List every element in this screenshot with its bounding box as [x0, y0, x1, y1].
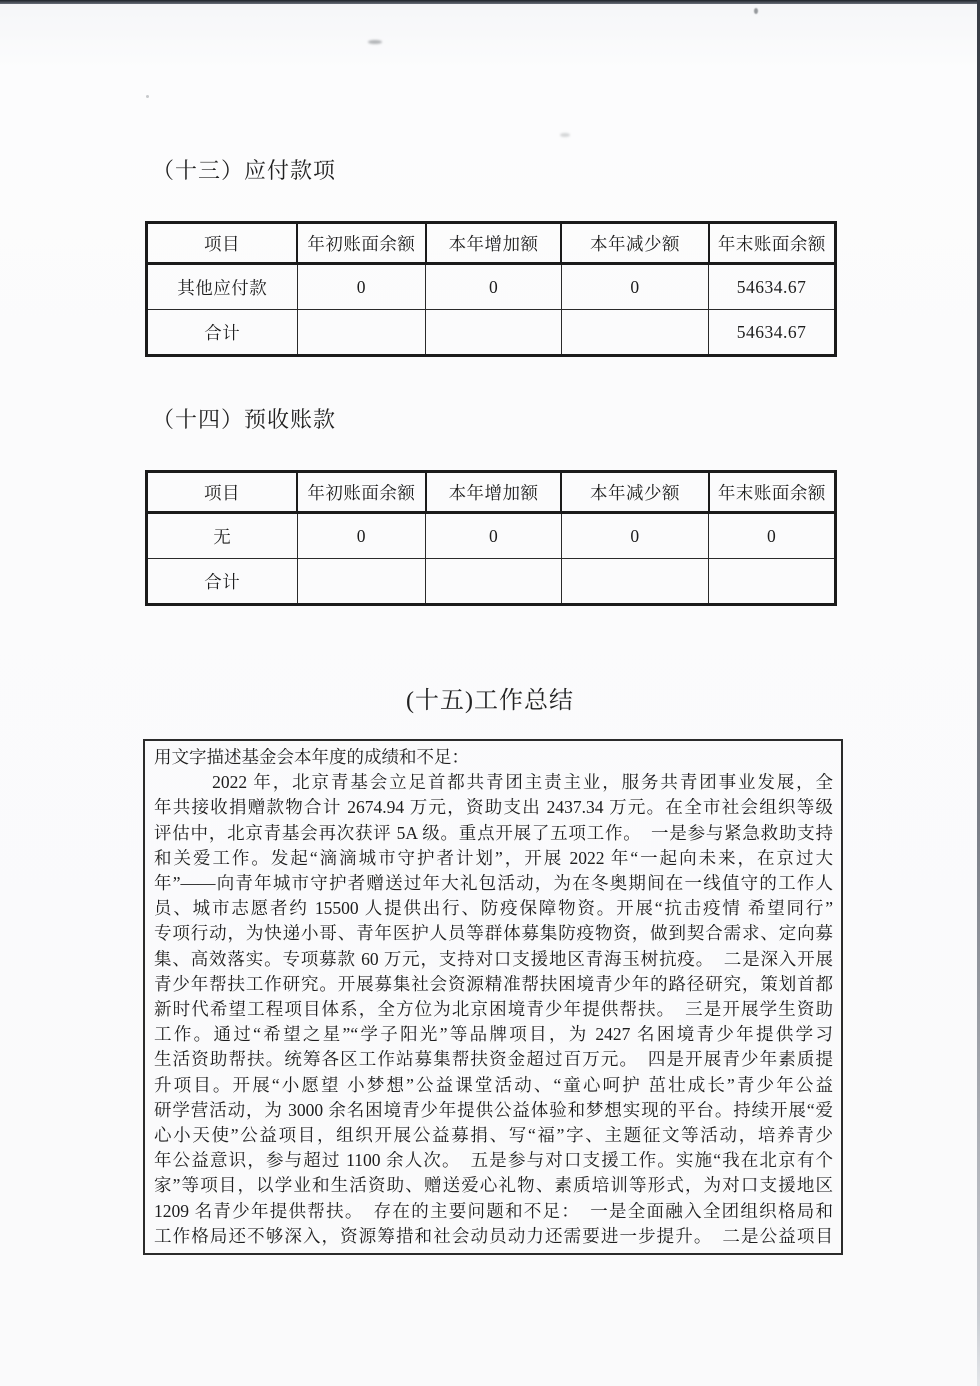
- summary-text-line: 专项行动，为快递小哥、青年医护人员等群体募集防疫物资，做到契合需求、定向募: [154, 923, 833, 944]
- scan-speck: [146, 95, 149, 98]
- header-cell: 本年减少额: [561, 223, 708, 264]
- summary-text-line: 心小天使”公益项目，组织开展公益募捐、写“福”字、主题征文等活动，培养青少: [154, 1125, 833, 1146]
- summary-text-line: 新时代希望工程项目体系，全方位为北京困境青少年提供帮扶。 三是开展学生资助: [154, 999, 833, 1020]
- payables-table-body: [147, 264, 836, 356]
- table-cell: [297, 310, 426, 356]
- header-cell: 年末账面余额: [709, 472, 836, 513]
- advance-receipts-table-body: [147, 513, 836, 605]
- header-cell: 项目: [147, 472, 298, 513]
- summary-paragraph: [154, 770, 833, 1249]
- summary-text-line: 员、城市志愿者约 15500 人提供出行、防疫保障物资。开展“抗击疫情 希望同行”: [154, 898, 833, 919]
- header-cell: 本年增加额: [426, 223, 562, 264]
- table-row: [147, 310, 836, 356]
- table-cell: [561, 559, 708, 605]
- scan-speck: [754, 8, 758, 14]
- table-cell: 无: [147, 513, 298, 559]
- work-summary-box: [143, 739, 843, 1255]
- table-cell: 0: [561, 513, 708, 559]
- summary-text-line: 年”——向青年城市守护者赠送过年大礼包活动，为在冬奥期间在一线值守的工作人: [154, 873, 833, 894]
- table-cell: 0: [297, 513, 426, 559]
- summary-text-line: 2022 年，北京青基会立足首都共青团主责主业，服务共青团事业发展，全: [154, 772, 833, 793]
- summary-text-line: 年共接收捐赠款物合计 2674.94 万元，资助支出 2437.34 万元。在全市社会组织等级: [154, 797, 833, 818]
- table-row: [147, 559, 836, 605]
- table-cell: 54634.67: [709, 264, 836, 310]
- table-cell: [426, 310, 562, 356]
- table-cell: 0: [297, 264, 426, 310]
- table-cell: [561, 310, 708, 356]
- header-cell: 本年增加额: [426, 472, 562, 513]
- table-cell: [709, 559, 836, 605]
- table-cell: [426, 559, 562, 605]
- summary-text-line: 集、高效落实。专项募款 60 万元，支持对口支援地区青海玉树抗疫。 二是深入开展: [154, 948, 833, 969]
- summary-text-line: 家”等项目，以学业和生活资助、赠送爱心礼物、素质培训等形式，为对口支援地区: [154, 1175, 833, 1196]
- summary-text-line: 工作。通过“希望之星”“学子阳光”等品牌项目，为 2427 名困境青少年提供学习: [154, 1024, 833, 1045]
- table-cell: 54634.67: [709, 310, 836, 356]
- table-cell: 合计: [147, 559, 298, 605]
- table-cell: 0: [426, 264, 562, 310]
- summary-text-line: 研学营活动，为 3000 余名困境青少年提供公益体验和梦想实现的平台。持续开展“爱: [154, 1099, 833, 1120]
- scan-edge-top: [0, 0, 980, 4]
- section-title-advance-receipts: （十四）预收账款: [152, 407, 337, 432]
- summary-text-line: 和关爱工作。发起“滴滴城市守护者计划”，开展 2022 年“一起向未来，在京过大: [154, 847, 833, 868]
- header-cell: 本年减少额: [561, 472, 708, 513]
- scan-speck: [560, 133, 570, 137]
- summary-text-line: 评估中，北京青基会再次获评 5A 级。重点开展了五项工作。 一是参与紧急救助支持: [154, 822, 833, 843]
- table-row: [147, 264, 836, 310]
- summary-text-line: 升项目。开展“小愿望 小梦想”公益课堂活动、“童心呵护 茁壮成长”青少年公益: [154, 1074, 833, 1095]
- section-title-work-summary: (十五)工作总结: [406, 688, 574, 714]
- header-cell: 年初账面余额: [297, 472, 426, 513]
- header-row: [147, 223, 836, 264]
- table-cell: 0: [426, 513, 562, 559]
- header-cell: 年初账面余额: [297, 223, 426, 264]
- header-row: [147, 472, 836, 513]
- table-cell: [297, 559, 426, 605]
- table-cell: 0: [561, 264, 708, 310]
- table-row: [147, 513, 836, 559]
- payables-table: [145, 221, 837, 357]
- summary-text-line: 工作格局还不够深入，资源筹措和社会动员动力还需要进一步提升。 二是公益项目: [154, 1225, 833, 1246]
- section-title-payables: （十三）应付款项: [152, 158, 337, 183]
- advance-receipts-table: [145, 470, 837, 606]
- table-cell: 合计: [147, 310, 298, 356]
- summary-text-line: 青少年帮扶工作研究。开展募集社会资源精准帮扶困境青少年的路径研究，策划首都: [154, 973, 833, 994]
- scan-speck: [368, 40, 382, 44]
- header-cell: 项目: [147, 223, 298, 264]
- summary-text-line: 年公益意识，参与超过 1100 余人次。 五是参与对口支援工作。实施“我在北京有个: [154, 1150, 833, 1171]
- table-cell: 其他应付款: [147, 264, 298, 310]
- summary-text-line: 生活资助帮扶。统筹各区工作站募集帮扶资金超过百万元。 四是开展青少年素质提: [154, 1049, 833, 1070]
- summary-intro-line: 用文字描述基金会本年度的成绩和不足：: [154, 747, 469, 767]
- payables-table-head: [147, 223, 836, 264]
- header-cell: 年末账面余额: [709, 223, 836, 264]
- summary-text-line: 1209 名青少年提供帮扶。 存在的主要问题和不足： 一是全面融入全团组织格局和: [154, 1200, 833, 1221]
- advance-receipts-table-head: [147, 472, 836, 513]
- table-cell: 0: [709, 513, 836, 559]
